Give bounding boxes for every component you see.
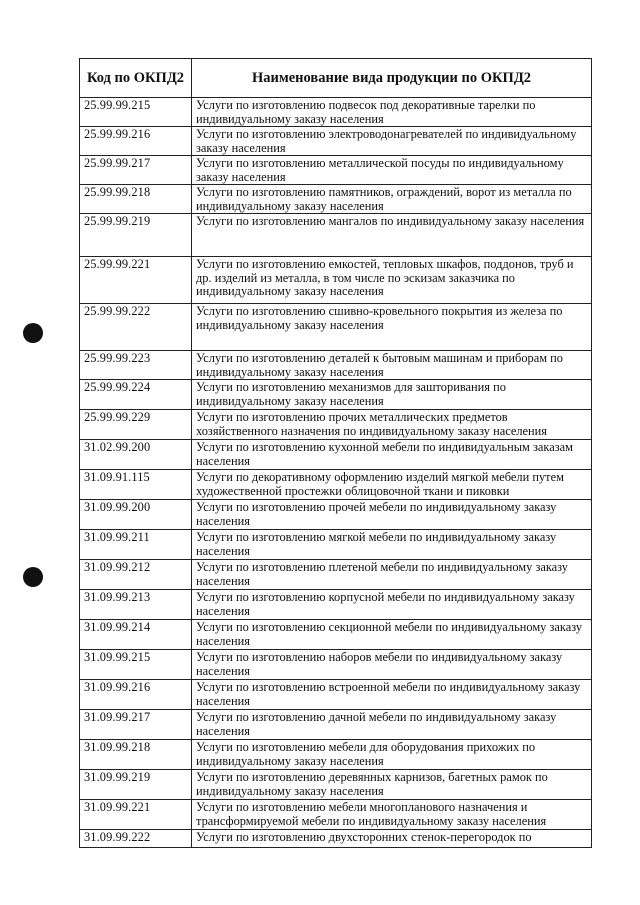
okpd-code-cell: 25.99.99.229 [80,410,192,440]
okpd-code-cell: 31.09.99.217 [80,710,192,740]
product-name-cell: Услуги по изготовлению механизмов для зашторивания по индивидуальному заказу населения [192,380,592,410]
product-name-cell: Услуги по изготовлению прочей мебели по индивидуальному заказу населения [192,500,592,530]
table-row [80,304,592,351]
table-row [80,410,592,440]
okpd-code-cell: 31.02.99.200 [80,440,192,470]
table-row [80,800,592,830]
okpd-code-cell: 25.99.99.224 [80,380,192,410]
product-name-cell: Услуги по изготовлению мангалов по индивидуальному заказу населения [192,214,592,257]
punch-hole [23,323,43,343]
okpd-code-cell: 31.09.99.214 [80,620,192,650]
product-name-cell: Услуги по изготовлению плетеной мебели по индивидуальному заказу населения [192,560,592,590]
table-row [80,560,592,590]
product-name-cell: Услуги по изготовлению подвесок под декоративные тарелки по индивидуальному заказу населения [192,98,592,127]
table-row [80,98,592,127]
okpd-code-cell: 31.09.99.215 [80,650,192,680]
table-row [80,440,592,470]
okpd-code-cell: 25.99.99.216 [80,127,192,156]
product-name-cell: Услуги по декоративному оформлению изделий мягкой мебели путем художественной простежки облицовочной ткани и пиковки [192,470,592,500]
punch-hole [23,567,43,587]
okpd-code-cell: 31.09.99.218 [80,740,192,770]
product-name-cell: Услуги по изготовлению дачной мебели по индивидуальному заказу населения [192,710,592,740]
okpd-code-cell: 31.09.99.213 [80,590,192,620]
product-name-cell: Услуги по изготовлению памятников, ограждений, ворот из металла по индивидуальному заказу населения [192,185,592,214]
table-row [80,770,592,800]
okpd-code-cell: 25.99.99.221 [80,257,192,304]
table-row [80,650,592,680]
product-name-cell: Услуги по изготовлению деревянных карнизов, багетных рамок по индивидуальному заказу населения [192,770,592,800]
table-row [80,380,592,410]
table-row [80,740,592,770]
product-name-cell: Услуги по изготовлению мягкой мебели по индивидуальному заказу населения [192,530,592,560]
table-row [80,620,592,650]
table-row [80,185,592,214]
header-name: Наименование вида продукции по ОКПД2 [192,59,592,98]
product-name-cell: Услуги по изготовлению металлической посуды по индивидуальному заказу населения [192,156,592,185]
product-name-cell: Услуги по изготовлению двухсторонних стенок-перегородок по [192,830,592,848]
table-row [80,214,592,257]
product-name-cell: Услуги по изготовлению наборов мебели по индивидуальному заказу населения [192,650,592,680]
product-name-cell: Услуги по изготовлению электроводонагревателей по индивидуальному заказу населения [192,127,592,156]
okpd-code-cell: 31.09.99.211 [80,530,192,560]
table-row [80,710,592,740]
product-name-cell: Услуги по изготовлению емкостей, тепловых шкафов, поддонов, труб и др. изделий из металла, в том числе по эскизам заказчика по индивидуальному заказу населения [192,257,592,304]
okpd-code-cell: 25.99.99.217 [80,156,192,185]
okpd-code-cell: 25.99.99.223 [80,351,192,380]
table-row [80,500,592,530]
okpd-code-cell: 31.09.99.212 [80,560,192,590]
okpd-code-cell: 25.99.99.222 [80,304,192,351]
okpd-code-cell: 25.99.99.219 [80,214,192,257]
table-row [80,156,592,185]
okpd-code-cell: 31.09.99.219 [80,770,192,800]
okpd-code-cell: 31.09.91.115 [80,470,192,500]
product-name-cell: Услуги по изготовлению мебели многопланового назначения и трансформируемой мебели по индивидуальному заказу населения [192,800,592,830]
product-name-cell: Услуги по изготовлению кухонной мебели по индивидуальным заказам населения [192,440,592,470]
table-row [80,351,592,380]
header-code: Код по ОКПД2 [80,59,192,98]
okpd-code-cell: 31.09.99.221 [80,800,192,830]
product-name-cell: Услуги по изготовлению секционной мебели по индивидуальному заказу населения [192,620,592,650]
product-name-cell: Услуги по изготовлению сшивно-кровельного покрытия из железа по индивидуальному заказу населения [192,304,592,351]
table-row [80,257,592,304]
product-name-cell: Услуги по изготовлению деталей к бытовым машинам и приборам по индивидуальному заказу населения [192,351,592,380]
okpd-code-cell: 31.09.99.222 [80,830,192,848]
okpd-code-cell: 31.09.99.200 [80,500,192,530]
okpd-code-cell: 25.99.99.218 [80,185,192,214]
table-row [80,590,592,620]
product-name-cell: Услуги по изготовлению мебели для оборудования прихожих по индивидуальному заказу населения [192,740,592,770]
table-row [80,127,592,156]
product-name-cell: Услуги по изготовлению прочих металлических предметов хозяйственного назначения по индивидуальному заказу населения [192,410,592,440]
product-name-cell: Услуги по изготовлению корпусной мебели по индивидуальному заказу населения [192,590,592,620]
table-row [80,830,592,848]
product-name-cell: Услуги по изготовлению встроенной мебели по индивидуальному заказу населения [192,680,592,710]
table-header-row [80,59,592,98]
okpd-code-cell: 31.09.99.216 [80,680,192,710]
table-row [80,530,592,560]
table-row [80,680,592,710]
table-body [80,98,592,848]
okpd-code-cell: 25.99.99.215 [80,98,192,127]
table-row [80,470,592,500]
okpd-table [79,58,592,848]
